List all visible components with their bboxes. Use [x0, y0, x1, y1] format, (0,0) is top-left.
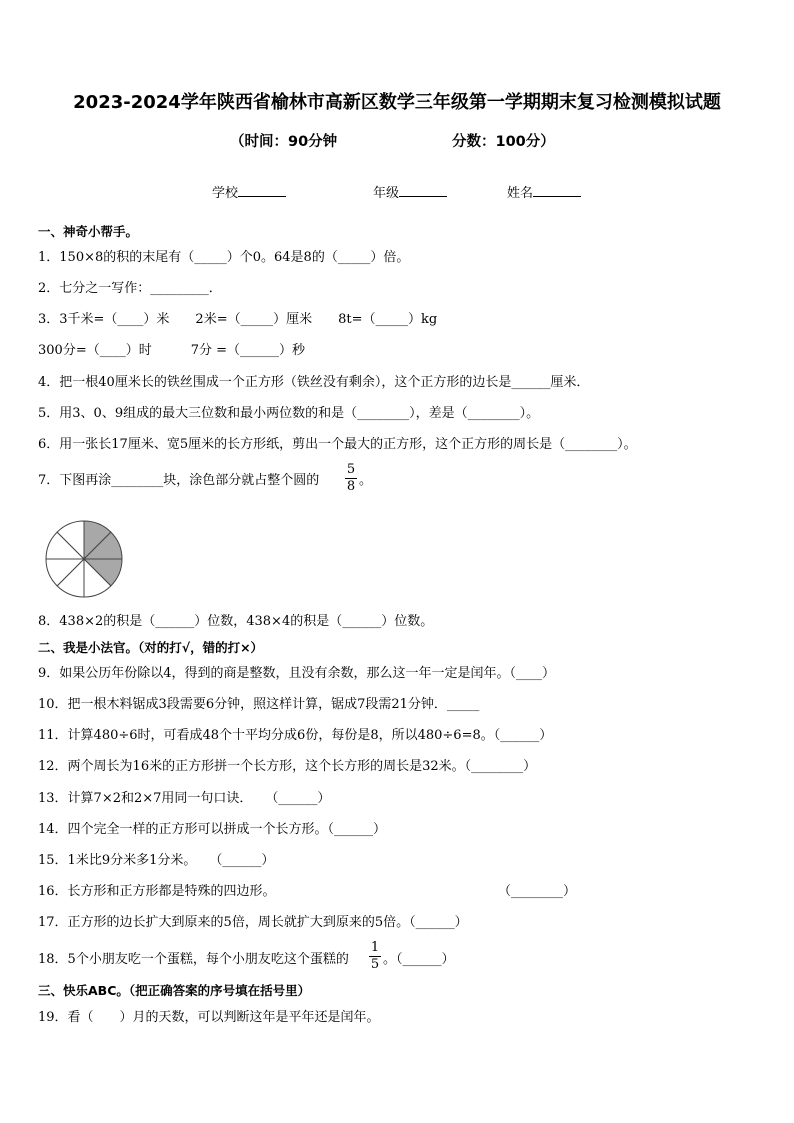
section-3-heading: 三、快乐ABC。（把正确答案的序号填在括号里）: [38, 983, 311, 998]
question-13: 13．计算7×2和2×7用同一句口诀． （______）: [38, 791, 331, 806]
section-1-heading: 一、神奇小帮手。: [38, 224, 139, 239]
question-4: 4．把一根40厘米长的铁丝围成一个正方形（铁丝没有剩余），这个正方形的边长是______厘米．: [38, 375, 590, 390]
question-11: 11．计算480÷6时，可看成48个十平均分成6份，每份是8，所以480÷6=8。（______）: [38, 728, 553, 743]
exam-title: 2023-2024学年陕西省榆林市高新区数学三年级第一学期期末复习检测模拟试题: [73, 92, 721, 113]
fraction-numerator: 5: [346, 462, 356, 477]
question-5: 5．用3、0、9组成的最大三位数和最小两位数的和是（________），差是（________）。: [38, 406, 540, 421]
question-6: 6．用一张长17厘米、宽5厘米的长方形纸，剪出一个最大的正方形，这个正方形的周长是（________）。: [38, 437, 637, 452]
question-7-text: 7．下图再涂________块，涂色部分就占整个圆的: [38, 473, 320, 488]
exam-time: （时间：90分钟: [230, 134, 338, 150]
question-3b: 300分=（____）时 7分 =（______）秒: [38, 343, 306, 358]
section-2-heading: 二、我是小法官。（对的打√，错的打×）: [38, 640, 264, 655]
question-16: 16．长方形和正方形都是特殊的四边形。: [38, 884, 276, 899]
question-16-blank: （________）: [498, 884, 577, 899]
question-18: [38, 952, 349, 968]
question-15: 15．1米比9分米多1分米。 （______）: [38, 853, 275, 868]
fraction-numerator: 1: [370, 940, 380, 955]
question-3a: 3．3千米=（____）米 2米=（_____）厘米 8t=（_____）kg: [38, 312, 438, 327]
question-8: 8．438×2的积是（______）位数，438×4的积是（______）位数。: [38, 614, 434, 629]
question-10: 10．把一根木料锯成3段需要6分钟，照这样计算，锯成7段需21分钟．_____: [38, 697, 480, 712]
name-field: [507, 182, 581, 201]
question-2: 2．七分之一写作：_________．: [38, 281, 222, 296]
school-label: 学校: [212, 186, 239, 201]
name-label: 姓名: [507, 186, 534, 201]
grade-label: 年级: [373, 186, 400, 201]
fraction-one-fifth: [369, 941, 381, 972]
school-field: [212, 182, 286, 201]
question-18-tail: 。（______）: [383, 952, 455, 967]
question-17: 17．正方形的边长扩大到原来的5倍，周长就扩大到原来的5倍。（______）: [38, 915, 468, 930]
question-12: 12．两个周长为16米的正方形拼一个长方形，这个长方形的周长是32米。（________）: [38, 759, 537, 774]
question-14: 14．四个完全一样的正方形可以拼成一个长方形。（______）: [38, 822, 387, 837]
question-1: 1．150×8的积的末尾有（_____）个0。64是8的（_____）倍。: [38, 250, 410, 265]
question-9: 9．如果公历年份除以4，得到的商是整数，且没有余数，那么这一年一定是闰年。（____）: [38, 666, 556, 681]
question-7: [38, 473, 319, 489]
question-7-tail: 。: [359, 473, 373, 488]
question-19: 19．看（ ）月的天数，可以判断这年是平年还是闰年。: [38, 1010, 380, 1025]
exam-score: 分数：100分）: [452, 134, 555, 150]
divided-circle-figure: [42, 517, 126, 601]
fraction-denominator: 5: [370, 957, 380, 972]
fraction-denominator: 8: [346, 479, 356, 494]
question-18-text: 18．5个小朋友吃一个蛋糕，每个小朋友吃这个蛋糕的: [38, 952, 349, 967]
grade-field: [373, 182, 447, 201]
fraction-five-eighths: [345, 463, 357, 494]
